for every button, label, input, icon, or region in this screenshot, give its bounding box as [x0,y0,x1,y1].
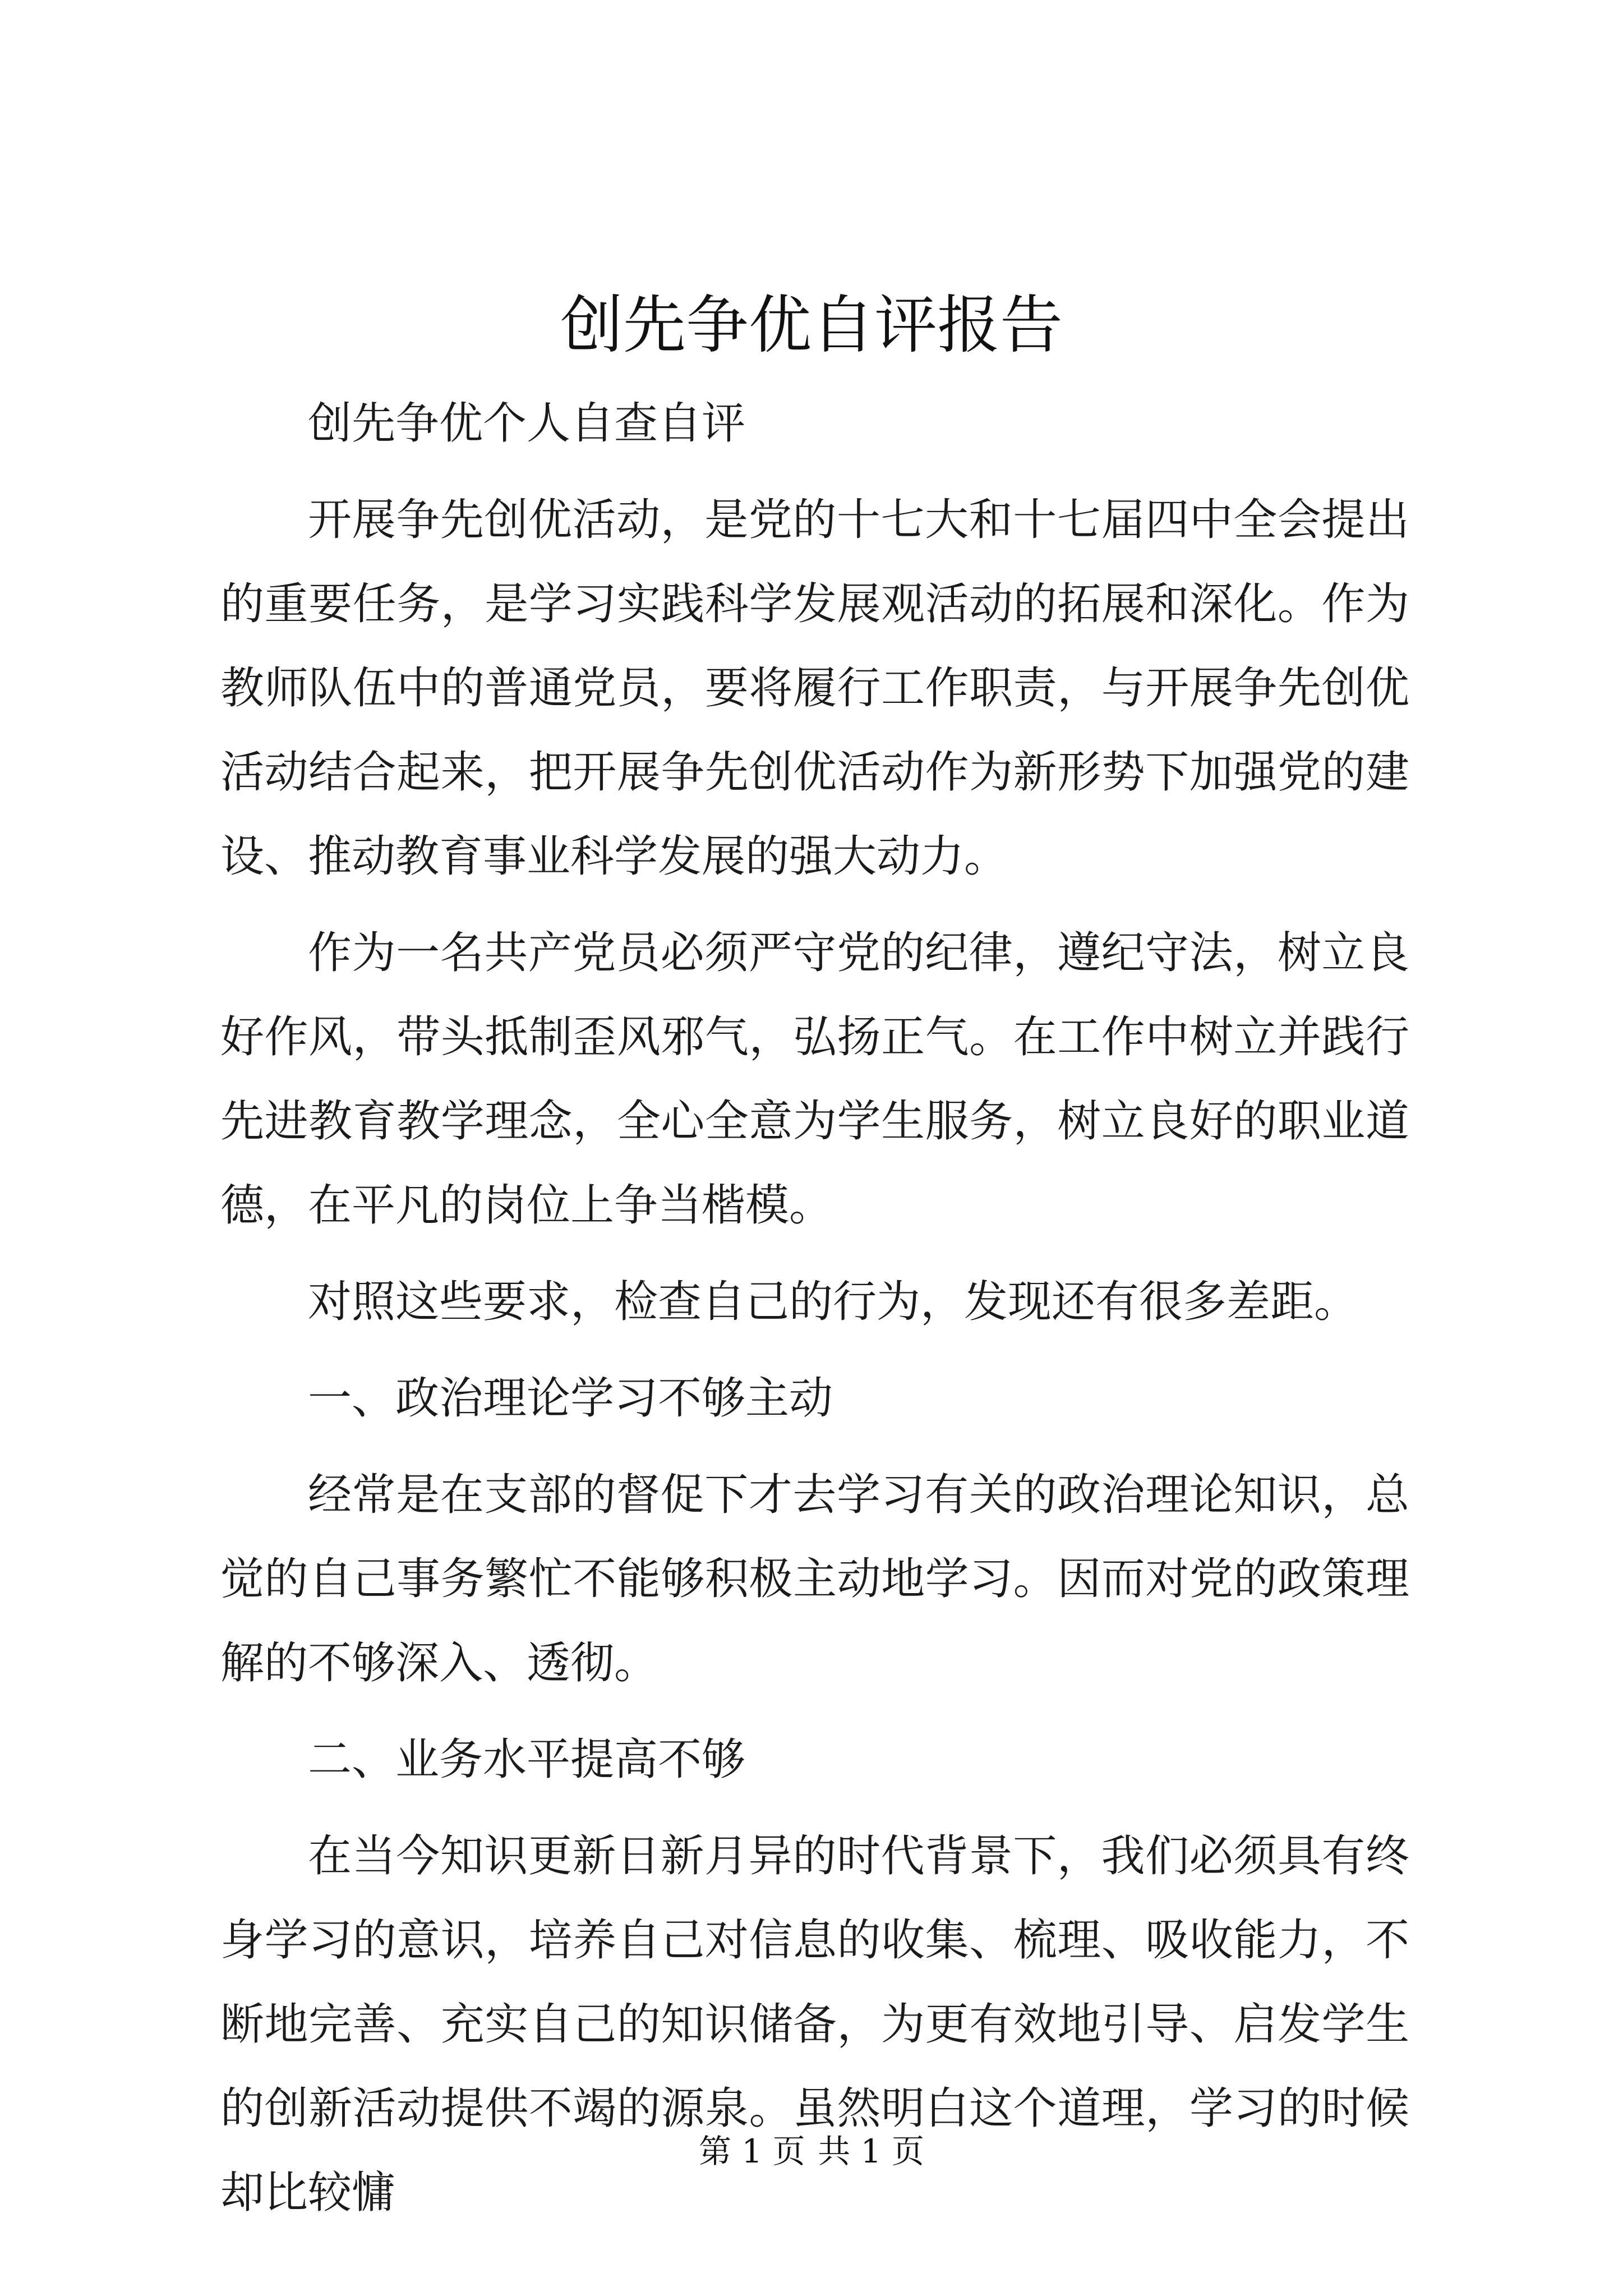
document-title: 创先争优自评报告 [560,289,1063,362]
body-paragraph: 作为一名共产党员必须严守党的纪律，遵纪守法，树立良好作风，带头抵制歪风邪气，弘扬正气。在工作中树立并践行先进教育教学理念，全心全意为学生服务，树立良好的职业道德，在平凡的岗位上争当楷模。 [220,928,1409,1231]
body-paragraph: 经常是在支部的督促下才去学习有关的政治理论知识，总觉的自己事务繁忙不能够积极主动地学习。因而对党的政策理解的不够深入、透彻。 [220,1470,1409,1688]
page-number: 第 1 页 [699,2132,805,2170]
body-paragraph: 对照这些要求，检查自己的行为，发现还有很多差距。 [308,1277,1358,1327]
subtitle-paragraph: 创先争优个人自查自评 [308,398,746,449]
page-total: 共 1 页 [818,2132,924,2170]
section-heading: 一、政治理论学习不够主动 [308,1373,833,1424]
section-heading: 二、业务水平提高不够 [308,1734,746,1785]
body-paragraph: 开展争先创优活动，是党的十七大和十七届四中全会提出的重要任务，是学习实践科学发展观活动的拓展和深化。作为教师队伍中的普通党员，要将履行工作职责，与开展争先创优活动结合起来，把开展争先创优活动作为新形势下加强党的建设、推动教育事业科学发展的强大动力。 [220,495,1409,882]
document-body [220,381,1409,2247]
body-paragraph: 在当今知识更新日新月异的时代背景下，我们必须具有终身学习的意识，培养自己对信息的收集、梳理、吸收能力，不断地完善、充实自己的知识储备，为更有效地引导、启发学生的创新活动提供不竭的源泉。虽然明白这个道理，学习的时候却比较慵 [220,1831,1409,2218]
page-footer [0,2129,1623,2174]
